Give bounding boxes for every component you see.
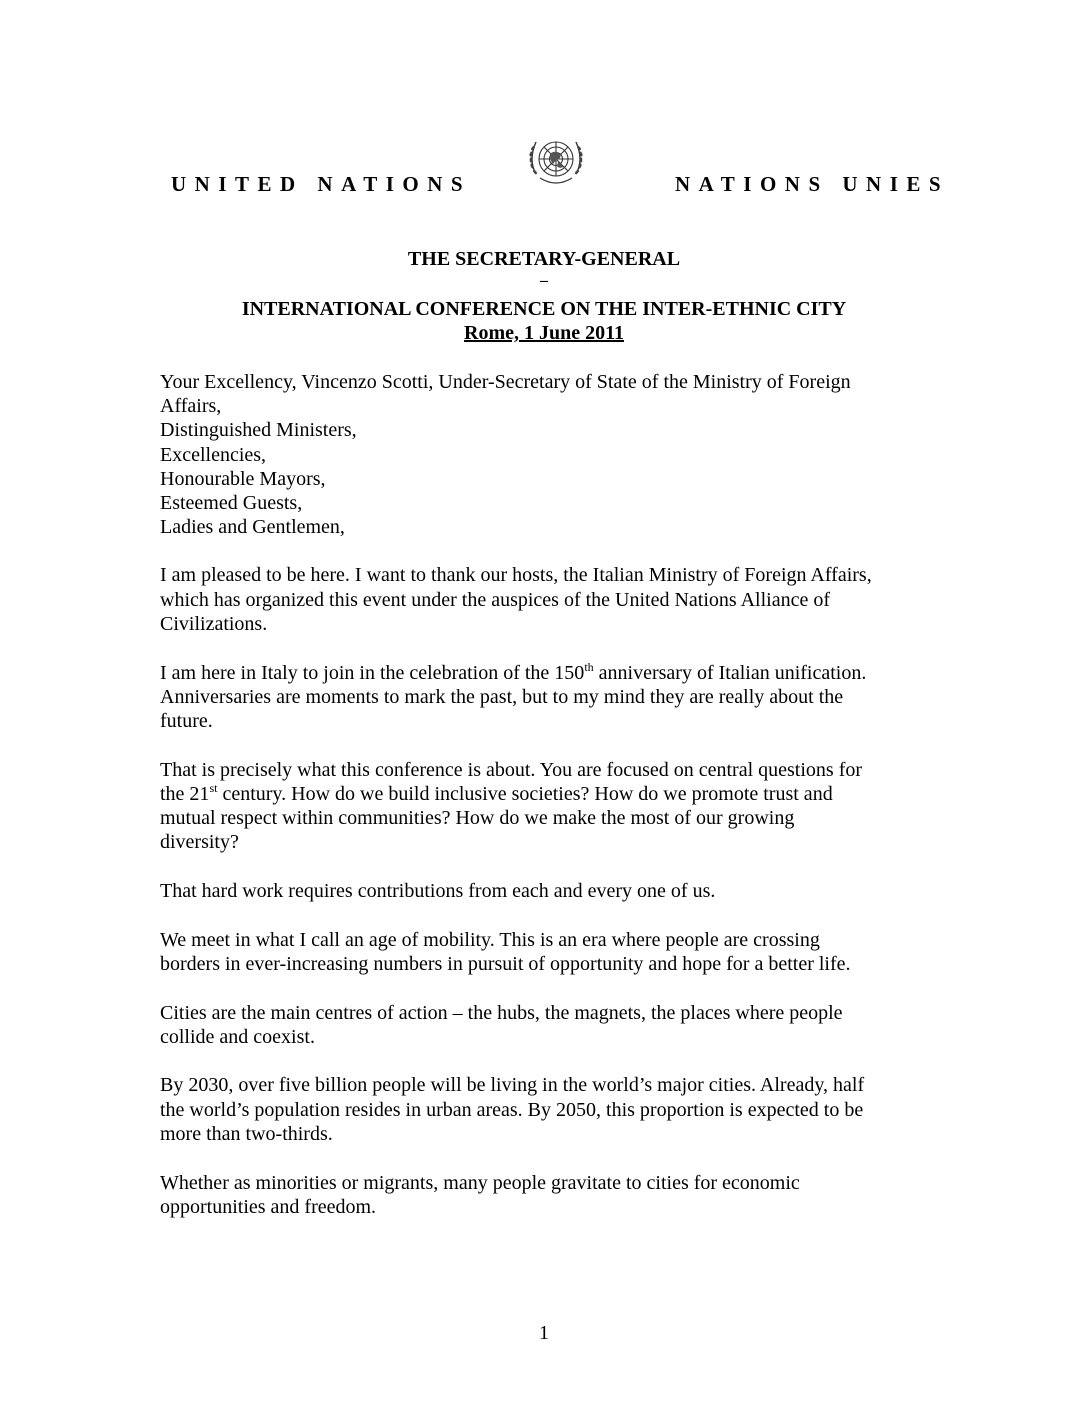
paragraph-line: Civilizations. xyxy=(160,612,268,635)
text-run: century. How do we build inclusive societies? How do we promote trust and xyxy=(217,782,833,805)
paragraph-line: By 2030, over five billion people will be living in the world’s major cities. Already, half xyxy=(160,1074,865,1097)
salutation-line: Affairs, xyxy=(160,395,222,418)
paragraph-mobility xyxy=(160,928,950,976)
paragraph-line: Whether as minorities or migrants, many people gravitate to cities for economic xyxy=(160,1171,800,1194)
paragraph-migrants xyxy=(160,1171,950,1219)
text-run: I am here in Italy to join in the celebration of the 150 xyxy=(160,661,585,684)
salutation-line: Excellencies, xyxy=(160,443,267,466)
heading-separator: – xyxy=(540,272,548,289)
salutation-line: Your Excellency, Vincenzo Scotti, Under-Secretary of State of the Ministry of Foreign xyxy=(160,371,851,393)
salutation-line: Ladies and Gentlemen, xyxy=(160,516,345,539)
paragraph-line: Anniversaries are moments to mark the past, but to my mind they are really about the xyxy=(160,685,844,708)
paragraph-line: We meet in what I call an age of mobility. This is an era where people are crossing xyxy=(160,928,820,951)
paragraph-line: opportunities and freedom. xyxy=(160,1195,377,1218)
org-name-french: NATIONS UNIES xyxy=(675,172,950,196)
paragraph-cities xyxy=(160,1001,950,1049)
salutation-line: Distinguished Ministers, xyxy=(160,419,357,442)
ordinal-suffix: st xyxy=(209,780,218,795)
ordinal-suffix: th xyxy=(584,659,594,674)
salutation-line: Esteemed Guests, xyxy=(160,492,303,515)
event-heading: INTERNATIONAL CONFERENCE ON THE INTER-ETHNIC CITY xyxy=(241,298,847,320)
text-run: the 21 xyxy=(160,782,210,805)
paragraph-line: borders in ever-increasing numbers in pursuit of opportunity and hope for a better life. xyxy=(160,952,851,975)
paragraph-thanks xyxy=(160,563,950,636)
paragraph-line: diversity? xyxy=(160,831,239,854)
paragraph-line xyxy=(160,661,950,685)
paragraph-line: I am pleased to be here. I want to thank our hosts, the Italian Ministry of Foreign Affairs, xyxy=(160,564,872,587)
paragraph-line: more than two-thirds. xyxy=(160,1122,333,1145)
salutation-line: Honourable Mayors, xyxy=(160,467,326,490)
paragraph-line: the world’s population resides in urban areas. By 2050, this proportion is expected to be xyxy=(160,1098,864,1121)
paragraph-conference xyxy=(160,758,950,855)
paragraph-hard-work xyxy=(160,879,950,903)
paragraph-anniversary xyxy=(160,661,950,734)
paragraph-line: That hard work requires contributions from each and every one of us. xyxy=(160,879,716,902)
paragraph-line: which has organized this event under the auspices of the United Nations Alliance of xyxy=(160,588,830,611)
un-emblem-icon xyxy=(520,132,592,192)
paragraph-line: mutual respect within communities? How do we make the most of our growing xyxy=(160,807,795,830)
place-date-heading: Rome, 1 June 2011 xyxy=(464,322,624,344)
office-heading: THE SECRETARY-GENERAL xyxy=(407,248,681,270)
paragraph-line xyxy=(160,782,950,806)
text-run: anniversary of Italian unification. xyxy=(593,661,867,684)
paragraph-line: collide and coexist. xyxy=(160,1025,315,1048)
speech-body xyxy=(160,370,950,1243)
paragraph-line: That is precisely what this conference is about. You are focused on central questions for xyxy=(160,758,863,781)
paragraph-population xyxy=(160,1073,950,1146)
paragraph-line: future. xyxy=(160,709,213,732)
paragraph-line: Cities are the main centres of action – the hubs, the magnets, the places where people xyxy=(160,1001,843,1024)
org-name-english: UNITED NATIONS xyxy=(171,172,472,196)
salutation-block xyxy=(160,370,950,539)
page-number: 1 xyxy=(539,1322,549,1344)
